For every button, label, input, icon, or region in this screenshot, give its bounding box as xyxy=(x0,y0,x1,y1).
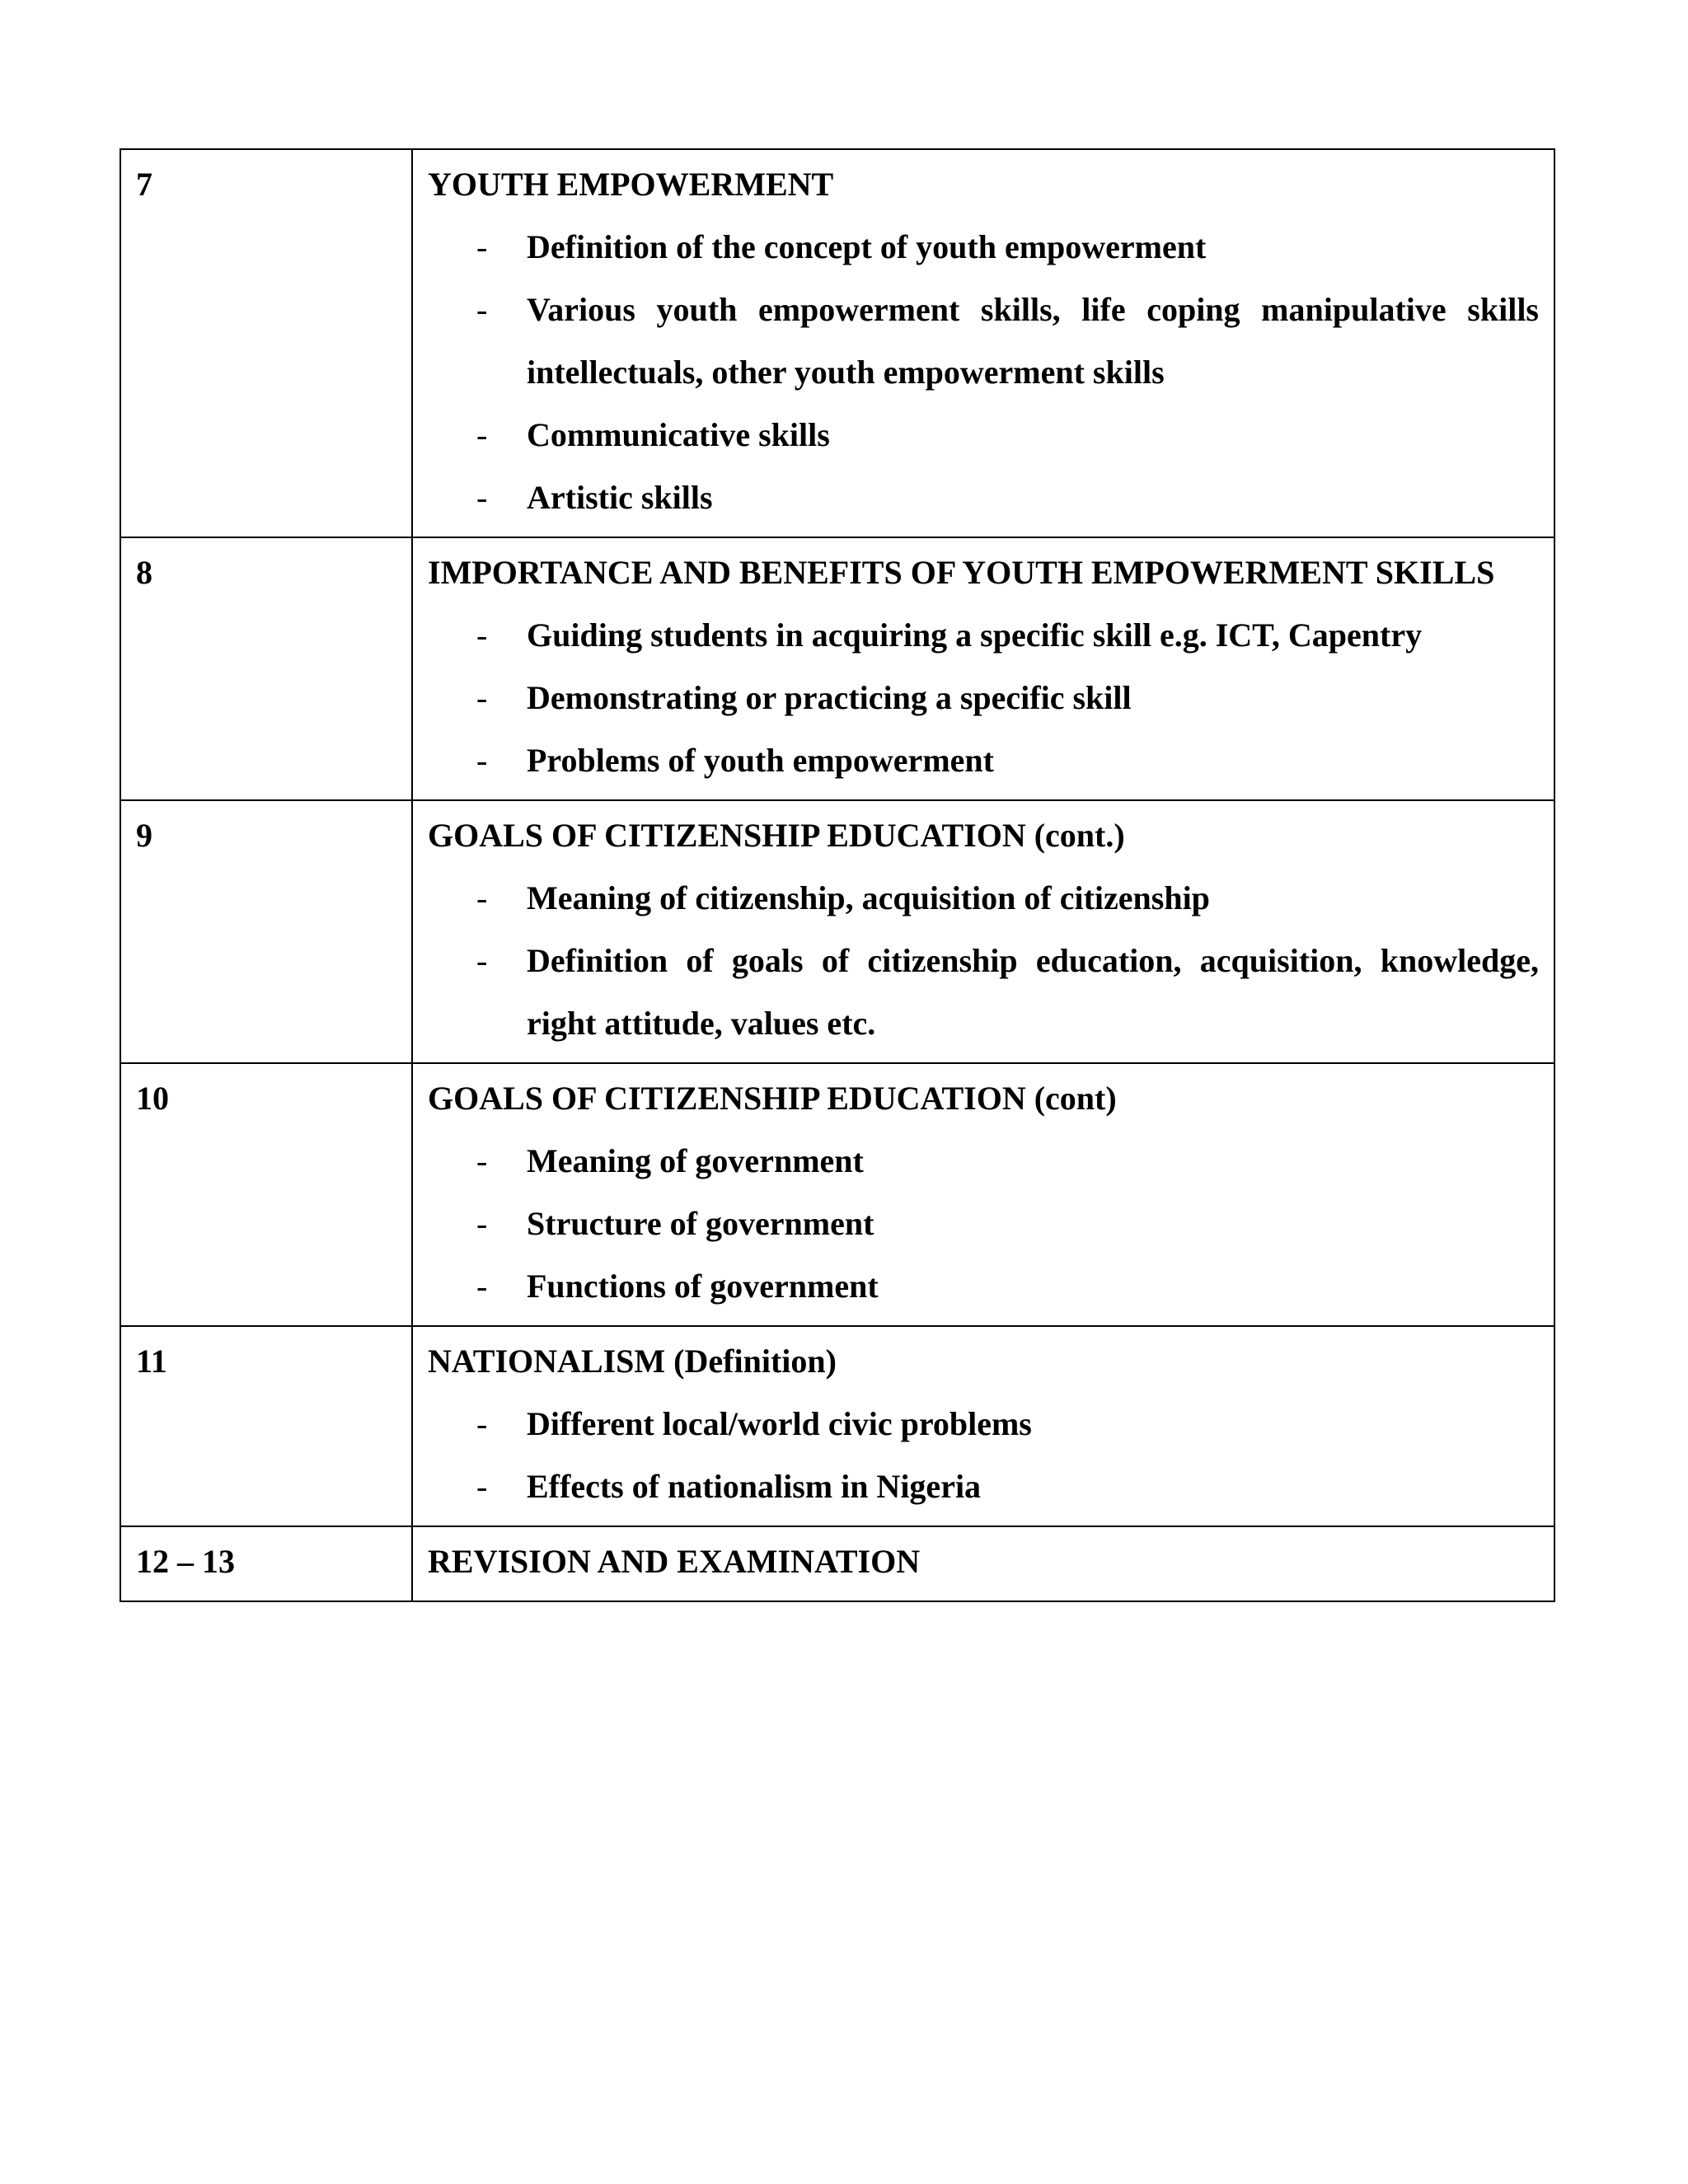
week-number: 10 xyxy=(136,1080,169,1117)
scheme-of-work-table xyxy=(120,148,1555,1602)
table-row xyxy=(120,537,1554,800)
dash-bullet: - xyxy=(476,1405,488,1442)
week-cell xyxy=(120,149,412,537)
dash-bullet: - xyxy=(476,616,488,654)
topic-items xyxy=(428,867,1539,1055)
list-item-text: Communicative skills xyxy=(527,416,830,453)
list-item-text: Artistic skills xyxy=(527,479,713,516)
topic-items xyxy=(428,1130,1539,1318)
list-item-text: Demonstrating or practicing a specific skill xyxy=(527,679,1132,716)
dash-bullet: - xyxy=(476,879,488,916)
list-item xyxy=(428,404,1539,466)
table-row xyxy=(120,149,1554,537)
week-number: 11 xyxy=(136,1343,167,1380)
list-item-text: Effects of nationalism in Nigeria xyxy=(527,1468,982,1505)
week-number: 8 xyxy=(136,554,152,591)
week-number: 9 xyxy=(136,817,152,854)
list-item-text: Structure of government xyxy=(527,1205,874,1242)
list-item xyxy=(428,667,1539,729)
dash-bullet: - xyxy=(476,1468,488,1505)
list-item xyxy=(428,1193,1539,1255)
list-item-text: Meaning of citizenship, acquisition of citizenship xyxy=(527,879,1210,916)
topic-title: IMPORTANCE AND BENEFITS OF YOUTH EMPOWERMENT SKILLS xyxy=(428,554,1495,591)
dash-bullet: - xyxy=(476,942,488,979)
list-item xyxy=(428,1130,1539,1193)
topic-title: GOALS OF CITIZENSHIP EDUCATION (cont.) xyxy=(428,817,1125,854)
dash-bullet: - xyxy=(476,679,488,716)
week-cell xyxy=(120,800,412,1063)
week-cell xyxy=(120,1326,412,1526)
table-row xyxy=(120,1326,1554,1526)
list-item xyxy=(428,729,1539,792)
topic-title: YOUTH EMPOWERMENT xyxy=(428,166,834,203)
list-item xyxy=(428,867,1539,930)
dash-bullet: - xyxy=(476,742,488,779)
list-item-text: Functions of government xyxy=(527,1268,879,1305)
list-item-text: Guiding students in acquiring a specific skill e.g. ICT, Capentry xyxy=(527,616,1423,654)
week-number: 12 – 13 xyxy=(136,1543,235,1580)
list-item xyxy=(428,216,1539,279)
topic-cell xyxy=(412,1326,1554,1526)
list-item xyxy=(428,1255,1539,1318)
list-item-text: Definition of goals of citizenship education, acquisition, knowledge, right attitude, values etc. xyxy=(527,942,1539,1042)
dash-bullet: - xyxy=(476,1268,488,1305)
list-item-text: Meaning of government xyxy=(527,1142,864,1179)
week-cell xyxy=(120,1526,412,1601)
topic-cell xyxy=(412,537,1554,800)
table-row xyxy=(120,800,1554,1063)
dash-bullet: - xyxy=(476,228,488,265)
topic-title: GOALS OF CITIZENSHIP EDUCATION (cont) xyxy=(428,1080,1117,1117)
list-item xyxy=(428,1393,1539,1455)
dash-bullet: - xyxy=(476,416,488,453)
week-cell xyxy=(120,537,412,800)
topic-cell xyxy=(412,1526,1554,1601)
week-number: 7 xyxy=(136,166,152,203)
list-item xyxy=(428,1455,1539,1518)
week-cell xyxy=(120,1063,412,1326)
topic-cell xyxy=(412,1063,1554,1326)
topic-cell xyxy=(412,149,1554,537)
dash-bullet: - xyxy=(476,479,488,516)
topic-items xyxy=(428,604,1539,792)
topic-title: NATIONALISM (Definition) xyxy=(428,1343,837,1380)
table-row xyxy=(120,1526,1554,1601)
list-item xyxy=(428,604,1539,667)
topic-items xyxy=(428,1393,1539,1518)
topic-cell xyxy=(412,800,1554,1063)
list-item-text: Definition of the concept of youth empowerment xyxy=(527,228,1207,265)
dash-bullet: - xyxy=(476,291,488,328)
topic-items xyxy=(428,216,1539,529)
table-row xyxy=(120,1063,1554,1326)
list-item xyxy=(428,930,1539,1055)
list-item-text: Various youth empowerment skills, life coping manipulative skills intellectuals, other youth empowerment skills xyxy=(527,291,1539,391)
list-item xyxy=(428,466,1539,529)
list-item-text: Problems of youth empowerment xyxy=(527,742,994,779)
topic-title: REVISION AND EXAMINATION xyxy=(428,1543,921,1580)
list-item-text: Different local/world civic problems xyxy=(527,1405,1032,1442)
list-item xyxy=(428,279,1539,404)
dash-bullet: - xyxy=(476,1142,488,1179)
dash-bullet: - xyxy=(476,1205,488,1242)
